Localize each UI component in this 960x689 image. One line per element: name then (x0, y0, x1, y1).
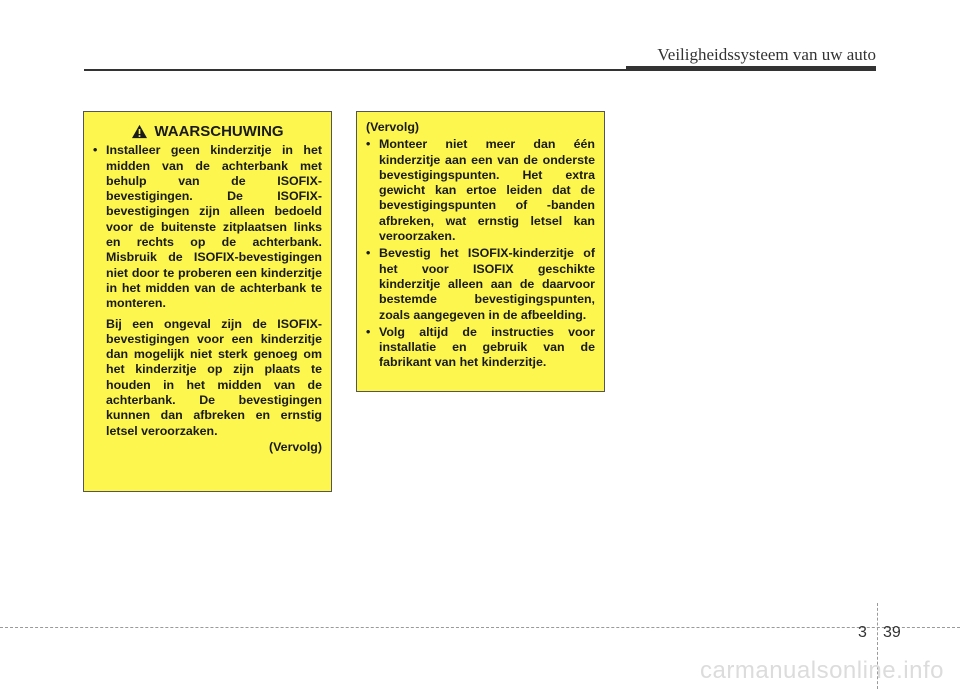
footer-rule (0, 627, 960, 628)
continued-warning-box (356, 111, 605, 392)
warning-paragraph: Bij een ongeval zijn de ISOFIX-bevestigingen voor een kinderzitje dan mogelijk niet sterk genoeg om het kinderzitje op zijn plaats te houden in het midden van de achterbank. De bevestigingen kunnen dan afbreken en ernstig letsel veroorzaken. (106, 316, 322, 438)
warning-triangle-icon (131, 124, 148, 139)
watermark: carmanualsonline.info (700, 657, 944, 684)
page-number: 39 (883, 624, 901, 641)
continued-label: (Vervolg) (268, 439, 322, 454)
chapter-number: 3 (858, 624, 867, 641)
list-item: • Monteer niet meer dan één kinderzitje aan een van de onderste bevestigingspunten. Het extra gewicht kan ertoe leiden dat de bevestigingspunten of -banden afbreken, wat ernstig letsel kan veroorzaken. (366, 137, 595, 244)
warning-list (93, 143, 322, 311)
running-header: Veiligheidssysteem van uw auto (657, 45, 876, 64)
list-item: • Bevestig het ISOFIX-kinderzitje of het voor ISOFIX geschikte kinderzitje alleen aan de daarvoor bestemde bevestigingspunten, zoals aangegeven in de afbeelding. (366, 246, 595, 322)
warning-heading-text: WAARSCHUWING (154, 123, 284, 140)
list-item: • Volg altijd de instructies voor installatie en gebruik van de fabrikant van het kinderzitje. (366, 325, 595, 371)
warning-box (83, 111, 332, 492)
header-rule-accent (626, 66, 876, 71)
warning-heading (93, 124, 322, 139)
warning-list (366, 137, 595, 370)
list-item: • Installeer geen kinderzitje in het midden van de achterbank met behulp van de ISOFIX-bevestigingen. De ISOFIX-bevestigingen zijn alleen bedoeld voor de buitenste zitplaatsen links en rechts op de achterbank. Misbruik de ISOFIX-bevestigingen niet door te proberen een kinderzitje in het midden van de achterbank te monteren. (93, 143, 322, 311)
continued-label: (Vervolg) (366, 120, 420, 134)
